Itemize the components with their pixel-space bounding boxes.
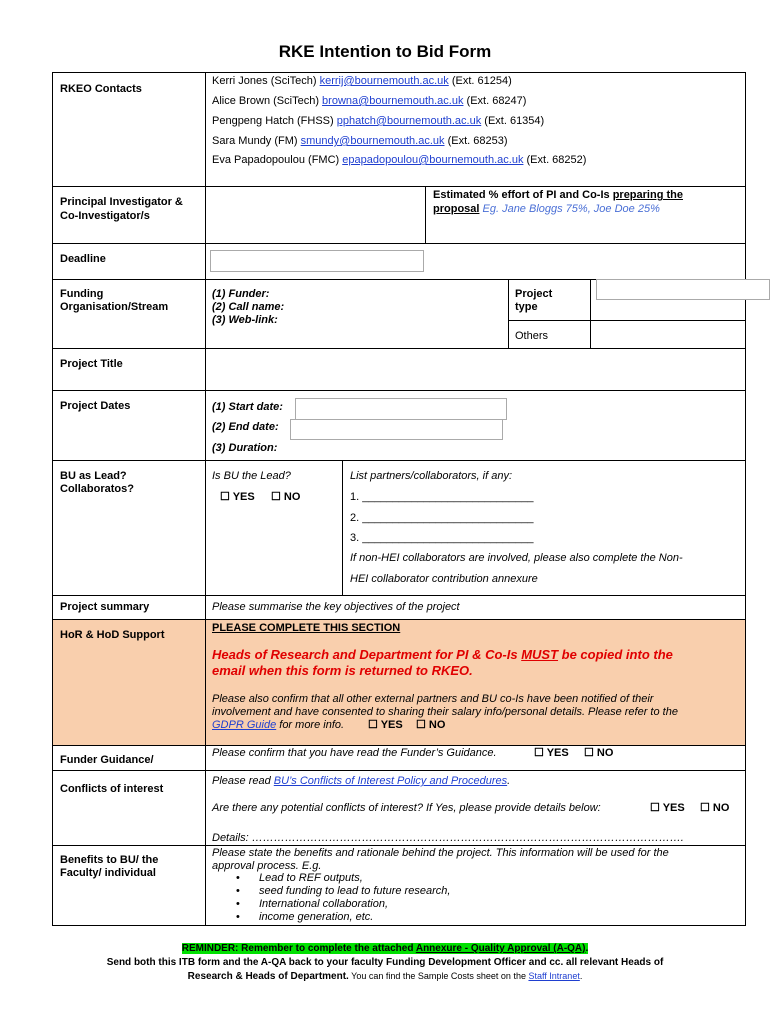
gdpr-guide-link[interactable]: GDPR Guide	[212, 719, 277, 731]
funder-guidance-yes-checkbox[interactable]: ☐ YES	[534, 747, 569, 759]
duration-label: (3) Duration:	[212, 442, 278, 454]
hor-red-line1	[212, 647, 673, 663]
end-date-label: (2) End date:	[212, 421, 279, 433]
funder-guidance-no-checkbox[interactable]: ☐ NO	[584, 747, 614, 759]
contact-email-link[interactable]: epapadopoulou@bournemouth.ac.uk	[342, 154, 524, 166]
contact-extension: (Ext. 68247)	[466, 95, 527, 107]
contact-name: Sara Mundy (FM)	[212, 135, 298, 147]
contact-name: Eva Papadopoulou (FMC)	[212, 154, 340, 166]
effort-proposal: proposal	[433, 203, 480, 215]
contact-name: Alice Brown (SciTech)	[212, 95, 319, 107]
hor-confirm-line3	[212, 718, 344, 732]
funding-label-line2: Organisation/Stream	[60, 301, 169, 313]
benefits-text-line2: approval process. E.g.	[212, 860, 322, 872]
partner-line-2[interactable]: 2. ____________________________	[350, 512, 534, 524]
footer-instruction-line2	[0, 970, 770, 983]
contact-email-link[interactable]: smundy@bournemouth.ac.uk	[300, 135, 445, 147]
funder-label: (1) Funder:	[212, 288, 270, 300]
hor-confirm-line2: involvement and have consented to sharing their salary info/personal details. Please refer to the	[212, 706, 678, 718]
benefit-item: Lead to REF outputs,	[259, 872, 363, 884]
conflicts-question: Are there any potential conflicts of interest? If Yes, please provide details below:	[212, 802, 601, 814]
benefits-text-line1: Please state the benefits and rationale behind the project. This information will be used for the	[212, 847, 669, 859]
hor-red-must: MUST	[521, 647, 559, 662]
reminder-highlight	[182, 943, 589, 954]
conflicts-label: Conflicts of interest	[60, 783, 164, 795]
contact-row	[212, 94, 526, 108]
bullet-icon: •	[236, 898, 240, 910]
hor-red-text-a: Heads of Research and Department for PI & Co-Is	[212, 647, 522, 662]
bu-label-line2: Collaboratos?	[60, 483, 134, 495]
benefits-label-line1: Benefits to BU/ the	[60, 854, 159, 866]
project-type-select[interactable]	[596, 279, 770, 300]
deadline-label: Deadline	[60, 253, 106, 265]
effort-heading	[433, 188, 683, 202]
footer-end: .	[579, 971, 583, 981]
contact-email-link[interactable]: browna@bournemouth.ac.uk	[322, 95, 464, 107]
conflicts-policy-link[interactable]: BU’s Conflicts of Interest Policy and Procedures	[273, 775, 508, 787]
contact-extension: (Ext. 68252)	[526, 154, 587, 166]
hor-no-checkbox[interactable]: ☐ NO	[416, 719, 446, 731]
hor-red-line2: email when this form is returned to RKEO.	[212, 663, 473, 678]
conflicts-no-checkbox[interactable]: ☐ NO	[700, 802, 730, 814]
others-label: Others	[515, 330, 549, 342]
footer-sample-costs-text: You can find the Sample Costs sheet on the	[348, 971, 529, 981]
contact-email-link[interactable]: kerrij@bournemouth.ac.uk	[319, 75, 449, 87]
partner-line-1[interactable]: 1. ____________________________	[350, 491, 534, 503]
bu-lead-yes-checkbox[interactable]: ☐ YES	[220, 491, 255, 503]
bu-lead-no-checkbox[interactable]: ☐ NO	[271, 491, 301, 503]
bu-label-line1: BU as Lead?	[60, 470, 127, 482]
hor-yes-checkbox[interactable]: ☐ YES	[368, 719, 403, 731]
reminder-end: .	[585, 943, 589, 954]
benefit-item: International collaboration,	[259, 898, 389, 910]
partner-line-3[interactable]: 3. ____________________________	[350, 532, 534, 544]
partners-prompt: List partners/collaborators, if any:	[350, 470, 513, 482]
reminder-line	[0, 943, 770, 955]
contact-name: Pengpeng Hatch (FHSS)	[212, 115, 334, 127]
weblink-label: (3) Web-link:	[212, 314, 278, 326]
contacts-label: RKEO Contacts	[60, 83, 142, 95]
deadline-field[interactable]	[210, 250, 424, 272]
conflicts-details[interactable]: Details: ……………………………………………………………………………………………………….	[212, 832, 684, 844]
annexure-link[interactable]: Annexure - Quality Approval (A-QA)	[415, 943, 586, 954]
end-date-field[interactable]	[290, 419, 503, 440]
project-dates-label: Project Dates	[60, 400, 131, 412]
benefit-item: income generation, etc.	[259, 911, 374, 923]
contact-extension: (Ext. 61354)	[484, 115, 545, 127]
hor-label: HoR & HoD Support	[60, 629, 165, 641]
contact-row	[212, 134, 507, 148]
contact-email-link[interactable]: pphatch@bournemouth.ac.uk	[336, 115, 482, 127]
staff-intranet-link[interactable]: Staff Intranet	[528, 971, 580, 981]
conflicts-read-suffix: .	[507, 775, 511, 787]
contact-extension: (Ext. 68253)	[447, 135, 508, 147]
hor-confirm-tail: for more info.	[276, 719, 345, 731]
summary-label: Project summary	[60, 601, 150, 613]
start-date-label: (1) Start date:	[212, 401, 283, 413]
non-hei-note-line2: HEI collaborator contribution annexure	[350, 573, 538, 585]
hor-confirm-line1: Please also confirm that all other external partners and BU co-Is have been notified of their	[212, 693, 654, 705]
bu-lead-question: Is BU the Lead?	[212, 470, 291, 482]
effort-heading-text: Estimated % effort of PI and Co-Is	[433, 189, 613, 201]
benefit-item: seed funding to lead to future research,	[259, 885, 451, 897]
reminder-text: REMINDER: Remember to complete the attached	[181, 943, 416, 954]
benefits-label-line2: Faculty/ individual	[60, 867, 156, 879]
contact-extension: (Ext. 61254)	[451, 75, 512, 87]
contact-name: Kerri Jones (SciTech)	[212, 75, 317, 87]
pi-label-line1: Principal Investigator &	[60, 196, 183, 208]
project-title-label: Project Title	[60, 358, 123, 370]
conflicts-yes-checkbox[interactable]: ☐ YES	[650, 802, 685, 814]
funder-guidance-label: Funder Guidance/	[60, 754, 154, 766]
effort-example	[433, 202, 660, 216]
hor-heading: PLEASE COMPLETE THIS SECTION	[212, 622, 401, 634]
summary-prompt: Please summarise the key objectives of the project	[212, 601, 460, 613]
contact-row	[212, 153, 586, 167]
effort-example-text: Eg. Jane Bloggs 75%, Joe Doe 25%	[479, 203, 660, 215]
bullet-icon: •	[236, 872, 240, 884]
footer-instruction-line1: Send both this ITB form and the A-QA back to your faculty Funding Development Officer and cc. all relevant Heads of	[106, 957, 664, 968]
effort-heading-underline: preparing the	[612, 189, 683, 201]
form-title: RKE Intention to Bid Form	[278, 42, 492, 61]
non-hei-note-line1: If non-HEI collaborators are involved, please also complete the Non-	[350, 552, 683, 564]
funding-label-line1: Funding	[60, 288, 104, 300]
conflicts-read-prefix: Please read	[212, 775, 274, 787]
conflicts-read-line	[212, 774, 510, 788]
contact-row	[212, 114, 544, 128]
bullet-icon: •	[236, 885, 240, 897]
start-date-field[interactable]	[295, 398, 507, 420]
funder-guidance-text: Please confirm that you have read the Funder’s Guidance.	[212, 747, 497, 759]
call-name-label: (2) Call name:	[212, 301, 285, 313]
pi-label-line2: Co-Investigator/s	[60, 210, 150, 222]
hor-red-text-c: be copied into the	[558, 647, 673, 662]
footer-bold-text: Research & Heads of Department.	[187, 971, 349, 982]
bullet-icon: •	[236, 911, 240, 923]
project-type-label-line1: Project	[515, 288, 553, 300]
contact-row	[212, 74, 512, 88]
project-type-label-line2: type	[515, 301, 538, 313]
